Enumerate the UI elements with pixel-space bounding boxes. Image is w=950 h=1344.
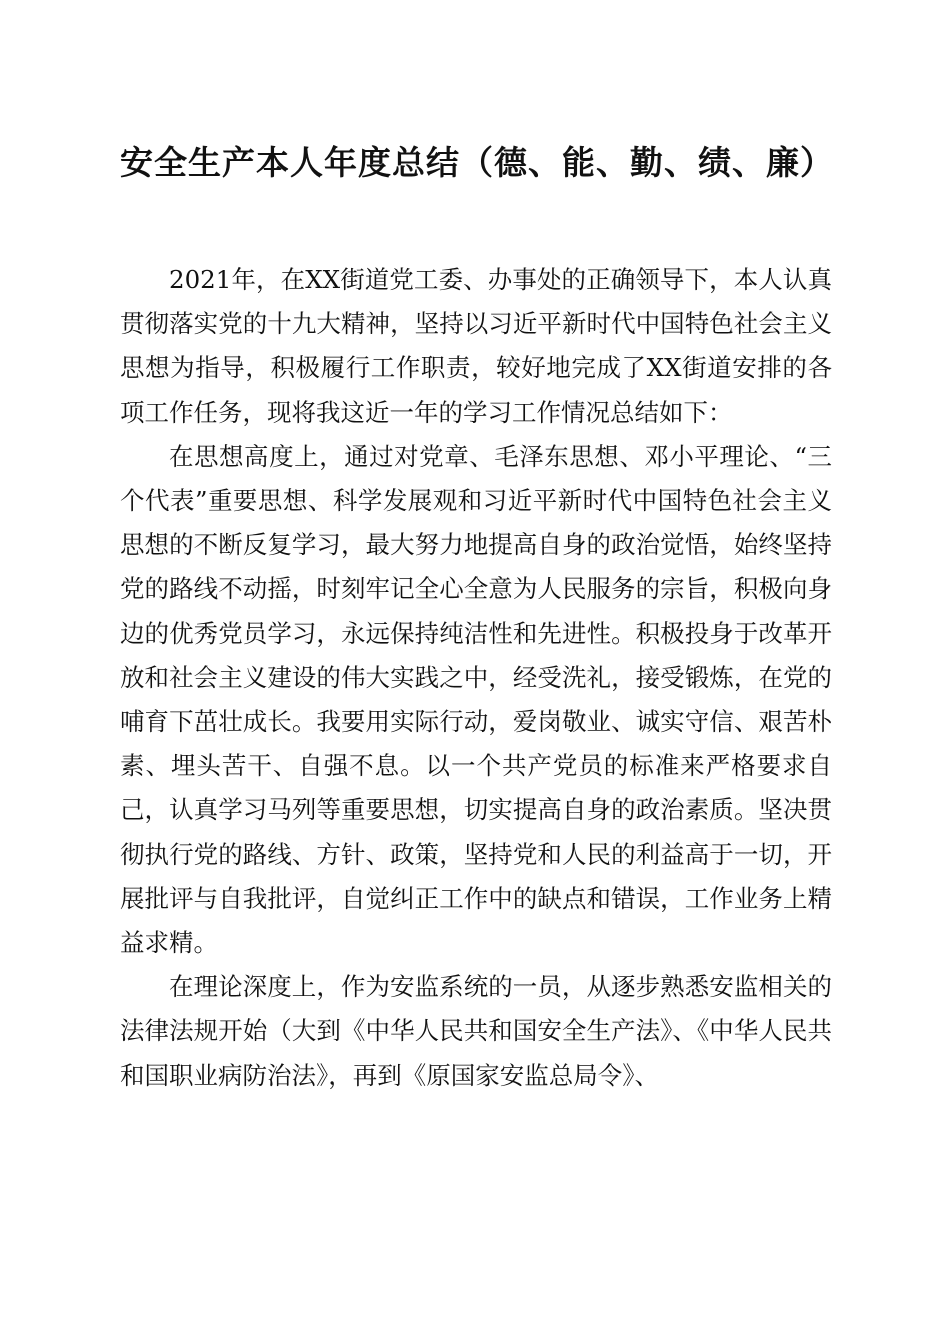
- document-body: [120, 258, 832, 1098]
- paragraph-intro: 2021年，在XX街道党工委、办事处的正确领导下，本人认真贯彻落实党的十九大精神，坚持以习近平新时代中国特色社会主义思想为指导，积极履行工作职责，较好地完成了XX街道安排的各项工作任务，现将我这近一年的学习工作情况总结如下：: [120, 265, 832, 427]
- document-title: 安全生产本人年度总结（德、能、勤、绩、廉）: [120, 143, 834, 182]
- paragraph-ideology: 在思想高度上，通过对党章、毛泽东思想、邓小平理论、“三个代表”重要思想、科学发展观和习近平新时代中国特色社会主义思想的不断反复学习，最大努力地提高自身的政治觉悟，始终坚持党的路线不动摇，时刻牢记全心全意为人民服务的宗旨，积极向身边的优秀党员学习，永远保持纯洁性和先进性。积极投身于改革开放和社会主义建设的伟大实践之中，经受洗礼，接受锻炼，在党的哺育下茁壮成长。我要用实际行动，爱岗敬业、诚实守信、艰苦朴素、埋头苦干、自强不息。以一个共产党员的标准来严格要求自己，认真学习马列等重要思想，切实提高自身的政治素质。坚决贯彻执行党的路线、方针、政策，坚持党和人民的利益高于一切，开展批评与自我批评，自觉纠正工作中的缺点和错误，工作业务上精益求精。: [120, 441, 832, 958]
- paragraph-theory: 在理论深度上，作为安监系统的一员，从逐步熟悉安监相关的法律法规开始（大到《中华人民共和国安全生产法》、《中华人民共和国职业病防治法》，再到《原国家安监总局令》、: [120, 972, 832, 1090]
